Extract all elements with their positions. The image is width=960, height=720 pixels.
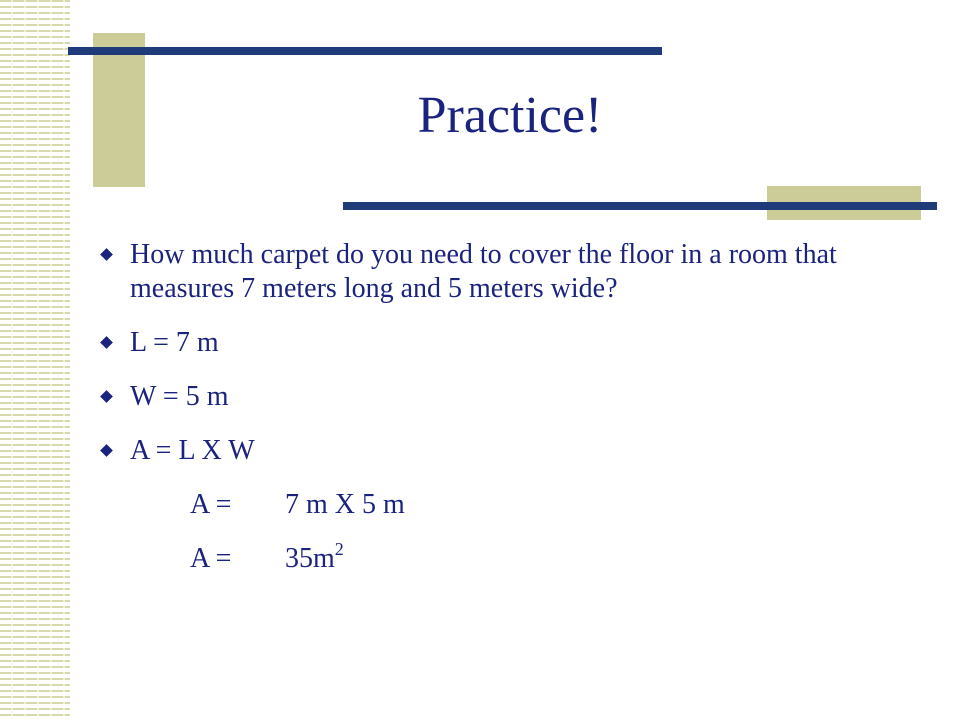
calc-lhs: A = xyxy=(190,543,232,574)
slide-content xyxy=(100,238,900,596)
calc-result xyxy=(285,538,344,576)
bullet-text: A = L X W xyxy=(130,435,255,466)
slide-title: Practice! xyxy=(417,87,603,144)
calc-row-substitution xyxy=(100,488,900,522)
bullet-width xyxy=(100,380,900,414)
bullet-area-formula xyxy=(100,434,900,468)
diamond-bullet-icon xyxy=(100,444,113,457)
diamond-bullet-icon xyxy=(100,390,113,403)
calc-row-result xyxy=(100,538,900,576)
calc-rhs: 7 m X 5 m xyxy=(285,489,405,520)
olive-vertical-bar xyxy=(93,33,145,187)
bullet-text: W = 5 m xyxy=(130,381,229,412)
calc-result-exponent: 2 xyxy=(334,538,344,559)
striped-left-border xyxy=(0,0,70,720)
calc-result-base: 35m xyxy=(285,543,335,574)
bullet-text: L = 7 m xyxy=(130,327,219,358)
question-bullet xyxy=(100,238,900,306)
navy-top-line xyxy=(68,47,662,55)
navy-bottom-line xyxy=(343,202,937,210)
diamond-bullet-icon xyxy=(100,248,113,261)
bullet-length xyxy=(100,326,900,360)
question-text: How much carpet do you need to cover the floor in a room that measures 7 meters long and 5 meters wide? xyxy=(130,239,837,304)
calc-lhs: A = xyxy=(190,489,232,520)
diamond-bullet-icon xyxy=(100,336,113,349)
